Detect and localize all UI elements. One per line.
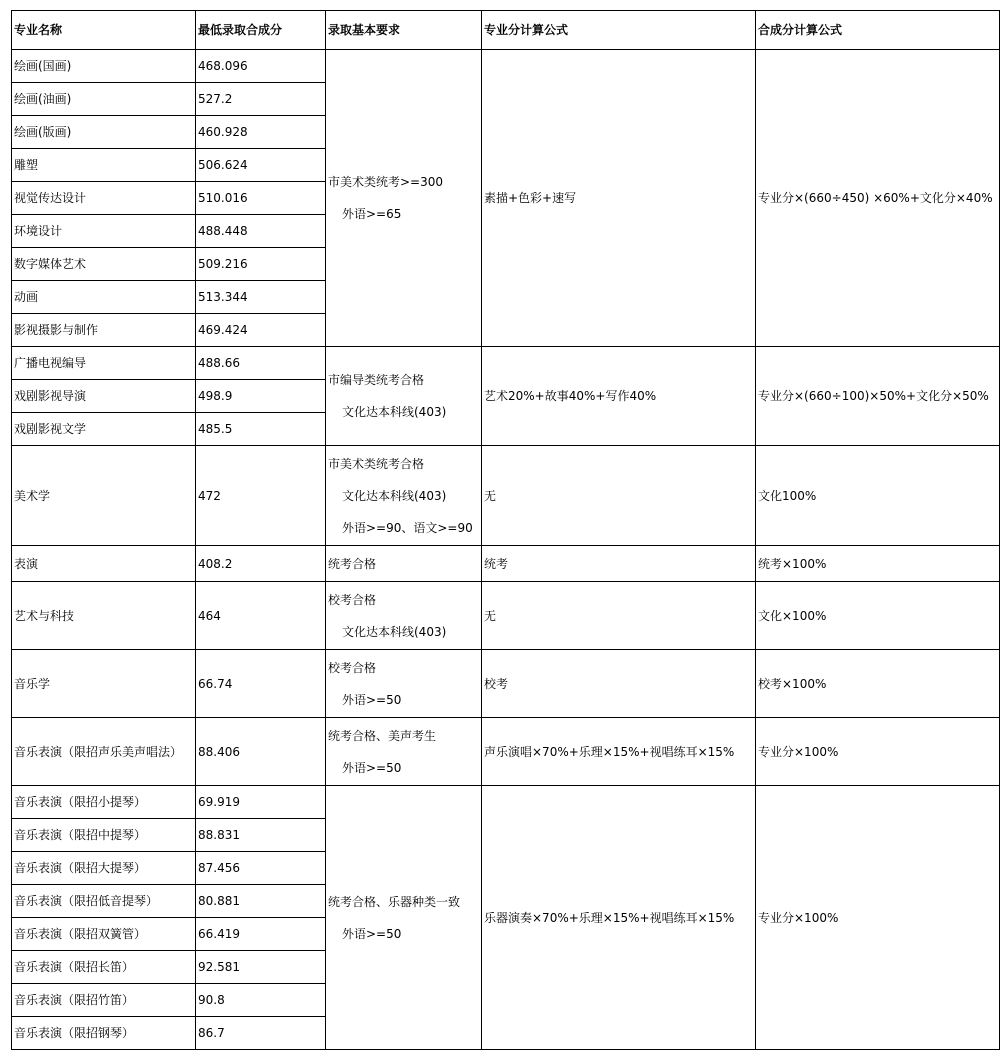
major-name-cell: 雕塑 bbox=[12, 149, 196, 182]
min-score-cell: 510.016 bbox=[196, 182, 326, 215]
min-score-cell: 488.66 bbox=[196, 347, 326, 380]
requirement-line: 文化达本科线(403) bbox=[342, 405, 447, 419]
requirement-line: 市美术类统考>=300 bbox=[328, 175, 444, 189]
major-formula-cell: 声乐演唱×70%+乐理×15%+视唱练耳×15% bbox=[482, 718, 756, 786]
table-row bbox=[12, 50, 1000, 83]
major-name-cell: 影视摄影与制作 bbox=[12, 314, 196, 347]
major-formula-cell: 乐器演奏×70%+乐理×15%+视唱练耳×15% bbox=[482, 786, 756, 1050]
header-major-formula: 专业分计算公式 bbox=[482, 11, 756, 50]
min-score-cell: 66.419 bbox=[196, 918, 326, 951]
requirements-cell bbox=[326, 582, 482, 650]
header-requirements: 录取基本要求 bbox=[326, 11, 482, 50]
major-name-cell: 表演 bbox=[12, 546, 196, 582]
composite-formula-cell: 校考×100% bbox=[756, 650, 1000, 718]
major-formula-cell: 素描+色彩+速写 bbox=[482, 50, 756, 347]
requirements-cell bbox=[326, 718, 482, 786]
min-score-cell: 469.424 bbox=[196, 314, 326, 347]
major-formula-cell: 校考 bbox=[482, 650, 756, 718]
requirement-line: 统考合格 bbox=[328, 556, 377, 571]
major-name-cell: 音乐表演（限招竹笛） bbox=[12, 984, 196, 1017]
header-composite-formula: 合成分计算公式 bbox=[756, 11, 1000, 50]
admission-scores-table bbox=[11, 10, 1000, 1050]
table-row bbox=[12, 546, 1000, 582]
major-name-cell: 音乐表演（限招长笛） bbox=[12, 951, 196, 984]
requirements-cell bbox=[326, 446, 482, 546]
major-name-cell: 环境设计 bbox=[12, 215, 196, 248]
requirement-line: 统考合格、乐器种类一致 bbox=[328, 894, 461, 909]
min-score-cell: 87.456 bbox=[196, 852, 326, 885]
min-score-cell: 88.831 bbox=[196, 819, 326, 852]
major-formula-cell: 统考 bbox=[482, 546, 756, 582]
requirement-line: 外语>=90、语文>=90 bbox=[342, 520, 473, 535]
min-score-cell: 485.5 bbox=[196, 413, 326, 446]
major-formula-cell: 无 bbox=[482, 582, 756, 650]
major-name-cell: 音乐表演（限招声乐美声唱法） bbox=[12, 718, 196, 786]
major-name-cell: 音乐表演（限招钢琴） bbox=[12, 1017, 196, 1050]
requirement-line: 外语>=65 bbox=[342, 207, 402, 221]
header-min-score: 最低录取合成分 bbox=[196, 11, 326, 50]
requirement-line: 外语>=50 bbox=[342, 692, 402, 707]
requirement-line: 文化达本科线(403) bbox=[342, 624, 447, 639]
major-name-cell: 绘画(国画) bbox=[12, 50, 196, 83]
major-formula-cell: 无 bbox=[482, 446, 756, 546]
table-row bbox=[12, 582, 1000, 650]
table-row bbox=[12, 446, 1000, 546]
min-score-cell: 92.581 bbox=[196, 951, 326, 984]
table-row bbox=[12, 718, 1000, 786]
major-name-cell: 艺术与科技 bbox=[12, 582, 196, 650]
major-name-cell: 音乐表演（限招小提琴） bbox=[12, 786, 196, 819]
min-score-cell: 86.7 bbox=[196, 1017, 326, 1050]
requirements-cell bbox=[326, 347, 482, 446]
min-score-cell: 66.74 bbox=[196, 650, 326, 718]
major-name-cell: 音乐学 bbox=[12, 650, 196, 718]
major-name-cell: 音乐表演（限招大提琴） bbox=[12, 852, 196, 885]
min-score-cell: 472 bbox=[196, 446, 326, 546]
major-name-cell: 动画 bbox=[12, 281, 196, 314]
header-row bbox=[12, 11, 1000, 50]
requirements-cell bbox=[326, 650, 482, 718]
major-name-cell: 绘画(版画) bbox=[12, 116, 196, 149]
min-score-cell: 464 bbox=[196, 582, 326, 650]
composite-formula-cell: 专业分×(660÷450) ×60%+文化分×40% bbox=[756, 50, 1000, 347]
min-score-cell: 88.406 bbox=[196, 718, 326, 786]
major-name-cell: 戏剧影视文学 bbox=[12, 413, 196, 446]
requirement-line: 市编导类统考合格 bbox=[328, 373, 425, 387]
requirement-line: 校考合格 bbox=[328, 592, 377, 607]
requirement-line: 文化达本科线(403) bbox=[342, 488, 447, 503]
composite-formula-cell: 专业分×100% bbox=[756, 786, 1000, 1050]
min-score-cell: 80.881 bbox=[196, 885, 326, 918]
major-name-cell: 音乐表演（限招中提琴） bbox=[12, 819, 196, 852]
requirement-line: 外语>=50 bbox=[342, 760, 402, 775]
header-major-name: 专业名称 bbox=[12, 11, 196, 50]
requirement-line: 市美术类统考合格 bbox=[328, 456, 425, 471]
composite-formula-cell: 统考×100% bbox=[756, 546, 1000, 582]
requirements-cell bbox=[326, 546, 482, 582]
table-row bbox=[12, 650, 1000, 718]
requirements-cell bbox=[326, 50, 482, 347]
composite-formula-cell: 文化×100% bbox=[756, 582, 1000, 650]
major-formula-cell: 艺术20%+故事40%+写作40% bbox=[482, 347, 756, 446]
min-score-cell: 506.624 bbox=[196, 149, 326, 182]
major-name-cell: 数字媒体艺术 bbox=[12, 248, 196, 281]
min-score-cell: 509.216 bbox=[196, 248, 326, 281]
min-score-cell: 498.9 bbox=[196, 380, 326, 413]
table-row bbox=[12, 347, 1000, 380]
major-name-cell: 绘画(油画) bbox=[12, 83, 196, 116]
major-name-cell: 戏剧影视导演 bbox=[12, 380, 196, 413]
min-score-cell: 468.096 bbox=[196, 50, 326, 83]
table-body bbox=[12, 50, 1000, 1050]
min-score-cell: 69.919 bbox=[196, 786, 326, 819]
major-name-cell: 美术学 bbox=[12, 446, 196, 546]
major-name-cell: 视觉传达设计 bbox=[12, 182, 196, 215]
min-score-cell: 488.448 bbox=[196, 215, 326, 248]
major-name-cell: 音乐表演（限招低音提琴） bbox=[12, 885, 196, 918]
requirement-line: 统考合格、美声考生 bbox=[328, 728, 437, 743]
major-name-cell: 音乐表演（限招双簧管） bbox=[12, 918, 196, 951]
requirement-line: 外语>=50 bbox=[342, 926, 402, 941]
min-score-cell: 460.928 bbox=[196, 116, 326, 149]
min-score-cell: 513.344 bbox=[196, 281, 326, 314]
table-row bbox=[12, 786, 1000, 819]
composite-formula-cell: 专业分×100% bbox=[756, 718, 1000, 786]
composite-formula-cell: 文化100% bbox=[756, 446, 1000, 546]
min-score-cell: 527.2 bbox=[196, 83, 326, 116]
major-name-cell: 广播电视编导 bbox=[12, 347, 196, 380]
requirements-cell bbox=[326, 786, 482, 1050]
min-score-cell: 408.2 bbox=[196, 546, 326, 582]
composite-formula-cell: 专业分×(660÷100)×50%+文化分×50% bbox=[756, 347, 1000, 446]
requirement-line: 校考合格 bbox=[328, 660, 377, 675]
min-score-cell: 90.8 bbox=[196, 984, 326, 1017]
